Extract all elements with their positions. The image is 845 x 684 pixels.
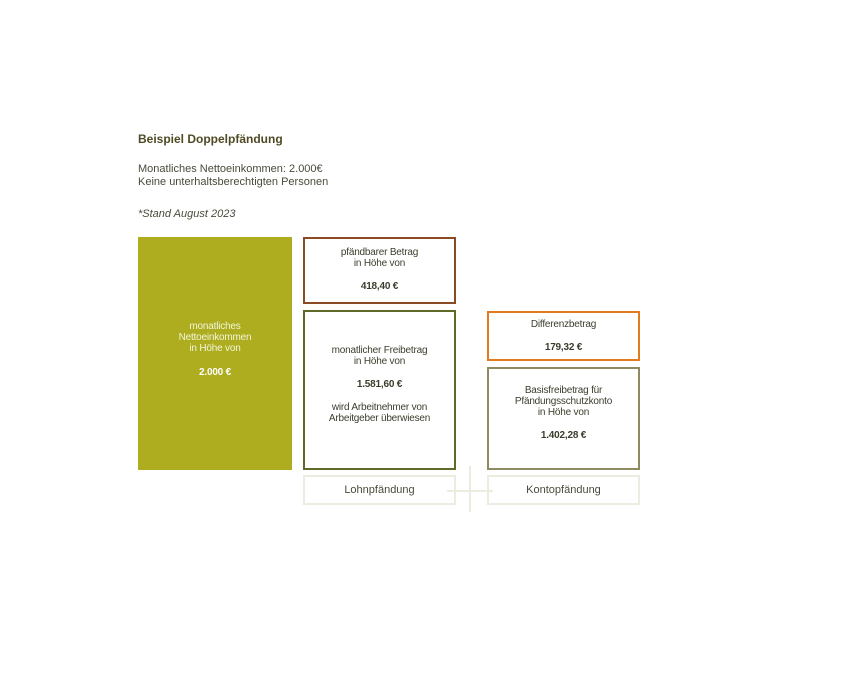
persons-info: Keine unterhaltsberechtigten Personen [138,176,329,188]
pfaendbar-label: in Höhe von [353,258,406,269]
differenz-amount: 179,32 € [544,342,583,353]
freibetrag-amount: 1.581,60 € [356,379,403,390]
income-info: Monatliches Nettoeinkommen: 2.000€ [138,163,323,175]
net-income-label: monatliches [189,321,241,332]
page-title: Beispiel Doppelpfändung [138,132,283,146]
basisfreibetrag-box [487,367,640,470]
freibetrag-note: wird Arbeitnehmer von [331,402,428,413]
basisfreibetrag-label: in Höhe von [537,407,590,418]
basisfreibetrag-label: Pfändungsschutzkonto [514,396,613,407]
net-income-amount: 2.000 € [199,367,231,378]
plus-connector-vertical [469,466,471,512]
basisfreibetrag-label: Basisfreibetrag für [524,385,603,396]
kontopfaendung-label: Kontopfändung [487,475,640,505]
pfaendbar-amount: 418,40 € [360,281,399,292]
freibetrag-label: in Höhe von [353,356,406,367]
freibetrag-label: monatlicher Freibetrag [331,345,428,356]
stand-note: *Stand August 2023 [138,208,236,220]
lohnpfaendung-label: Lohnpfändung [303,475,456,505]
basisfreibetrag-amount: 1.402,28 € [540,430,587,441]
differenz-label: Differenzbetrag [530,319,597,330]
net-income-box [138,237,292,470]
freibetrag-note: Arbeitgeber überwiesen [328,413,431,424]
pfaendbar-label: pfändbarer Betrag [340,247,419,258]
differenz-box [487,311,640,361]
net-income-label: Nettoeinkommen [178,332,252,343]
net-income-label: in Höhe von [189,343,241,354]
freibetrag-box [303,310,456,470]
pfaendbar-box [303,237,456,304]
